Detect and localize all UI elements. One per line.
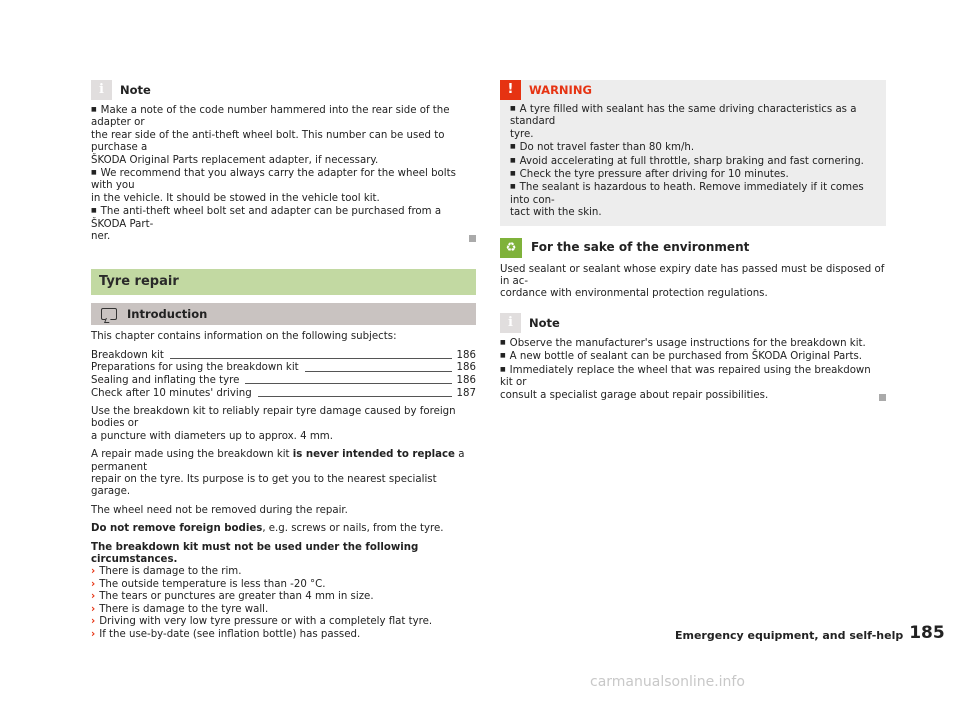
paragraph [91, 406, 476, 443]
info-icon: i [500, 313, 521, 333]
bullet-icon [510, 104, 520, 115]
warning-line: tact with the skin. [510, 207, 602, 219]
bullet-icon [91, 105, 101, 116]
list-item-text: If the use-by-date (see inflation bottle) has passed. [99, 628, 361, 640]
section-heading [91, 303, 476, 325]
emphasis-text: Do not remove foreign bodies [91, 523, 263, 535]
toc-page: 186 [456, 375, 476, 387]
warning-line: A tyre filled with sealant has the same driving characteristics as a standard [510, 104, 857, 128]
paragraph [91, 449, 476, 499]
note-line: Immediately replace the wheel that was repaired using the breakdown kit or [500, 364, 871, 389]
warning-title: WARNING [529, 82, 592, 97]
warning-line: Avoid accelerating at full throttle, sharp braking and fast cornering. [519, 155, 864, 167]
bullet-icon [510, 142, 520, 153]
bullet-icon [91, 168, 101, 179]
intro-text: This chapter contains information on the following subjects: [91, 331, 397, 343]
paragraph: The wheel need not be removed during the repair. [91, 504, 348, 516]
toc-label: Breakdown kit [91, 349, 164, 361]
text-line: Used sealant or sealant whose expiry date has passed must be disposed of in ac- [500, 263, 885, 288]
list-item-text: There is damage to the tyre wall. [99, 603, 269, 615]
warning-line: Check the tyre pressure after driving for 10 minutes. [519, 169, 789, 181]
table-of-contents [91, 350, 476, 400]
note-line: A new bottle of sealant can be purchased from ŠKODA Original Parts. [509, 351, 863, 363]
list-item-text: Driving with very low tyre pressure or with a completely flat tyre. [99, 616, 433, 628]
environment-body [500, 264, 886, 301]
comment-icon [101, 308, 117, 320]
section-title: Introduction [127, 307, 208, 322]
text-run: a permanent [91, 449, 465, 473]
toc-page: 187 [456, 387, 476, 399]
warning-line: Do not travel faster than 80 km/h. [519, 142, 695, 154]
warning-icon: ! [500, 80, 521, 100]
list-item [91, 579, 476, 591]
end-marker-icon [879, 394, 886, 401]
toc-label: Sealing and inflating the tyre [91, 375, 240, 387]
recycle-icon: ♻ [500, 238, 522, 258]
bullet-icon [510, 182, 520, 193]
chevron-right-icon: › [91, 616, 96, 628]
warning-line: tyre. [510, 128, 534, 140]
chevron-right-icon: › [91, 628, 96, 640]
chapter-title: Tyre repair [99, 274, 179, 290]
note2-body [500, 333, 886, 402]
text-line: repair on the tyre. Its purpose is to get you to the nearest specialist garage. [91, 474, 437, 498]
note-line: in the vehicle. It should be stowed in the vehicle tool kit. [91, 192, 380, 204]
toc-leader [170, 358, 452, 359]
note-body [91, 100, 476, 243]
chevron-right-icon: › [91, 603, 96, 615]
note2-header [500, 313, 886, 333]
list-item-text: There is damage to the rim. [99, 566, 242, 578]
chevron-right-icon: › [91, 578, 96, 590]
toc-leader [245, 383, 451, 384]
text-line: a puncture with diameters up to approx. 4 mm. [91, 430, 333, 442]
note-line: Make a note of the code number hammered into the rear side of the adapter or [91, 105, 450, 129]
bullet-icon [91, 206, 101, 217]
environment-title: For the sake of the environment [531, 240, 750, 255]
toc-page: 186 [456, 362, 476, 374]
list-item [91, 629, 476, 641]
note-line: The anti-theft wheel bolt set and adapter can be purchased from a ŠKODA Part- [91, 206, 442, 230]
end-marker-icon [469, 235, 476, 242]
text-line: cordance with environmental protection regulations. [500, 288, 768, 300]
list-item-text: The outside temperature is less than -20 °C. [99, 578, 326, 590]
note2-title: Note [529, 315, 560, 330]
bullet-icon [500, 338, 510, 349]
bullet-icon [510, 156, 520, 167]
toc-leader [258, 396, 452, 397]
page-number: 185 [909, 623, 945, 643]
left-column [91, 80, 476, 641]
chevron-right-icon: › [91, 591, 96, 603]
warning-line: The sealant is hazardous to heath. Remove immediately if it comes into con- [510, 182, 864, 206]
note-header [91, 80, 476, 100]
note-line: the rear side of the anti-theft wheel bolt. This number can be used to purchase a [91, 129, 445, 154]
warning-box [500, 80, 886, 226]
toc-entry[interactable] [91, 350, 476, 362]
toc-page: 186 [456, 349, 476, 361]
note-box [91, 80, 476, 243]
bullet-icon [510, 169, 520, 180]
page-footer [675, 625, 945, 642]
note-line: ŠKODA Original Parts replacement adapter, if necessary. [91, 154, 379, 166]
footer-label: Emergency equipment, and self-help [675, 628, 904, 642]
conditions-block [91, 542, 476, 641]
toc-label: Check after 10 minutes' driving [91, 387, 252, 399]
bullet-icon [500, 351, 510, 362]
info-icon: i [91, 80, 112, 100]
emphasis-text: is never intended to replace [292, 449, 455, 461]
list-item [91, 604, 476, 616]
note-line: ner. [91, 231, 111, 243]
text-line: Use the breakdown kit to reliably repair tyre damage caused by foreign bodies or [91, 406, 456, 430]
toc-label: Preparations for using the breakdown kit [91, 362, 299, 374]
text-run: , e.g. screws or nails, from the tyre. [262, 523, 444, 535]
toc-leader [305, 371, 452, 372]
chapter-heading [91, 269, 476, 295]
chevron-right-icon: › [91, 566, 96, 578]
toc-entry[interactable] [91, 362, 476, 374]
environment-header [500, 238, 886, 258]
list-item [91, 591, 476, 603]
note-title: Note [120, 82, 151, 97]
text-run: A repair made using the breakdown kit [91, 449, 293, 461]
toc-entry[interactable] [91, 388, 476, 400]
list-item [91, 616, 476, 628]
paragraph [91, 523, 476, 535]
note-line: Observe the manufacturer's usage instructions for the breakdown kit. [509, 337, 866, 349]
emphasis-text: The breakdown kit must not be used under the following circumstances. [91, 541, 419, 566]
list-item-text: The tears or punctures are greater than 4 mm in size. [99, 591, 374, 603]
right-column [500, 80, 886, 402]
warning-header [500, 80, 886, 100]
toc-entry[interactable] [91, 375, 476, 387]
list-item [91, 566, 476, 578]
note-line: We recommend that you always carry the adapter for the wheel bolts with you [91, 168, 456, 192]
warning-body [500, 100, 886, 226]
note-line: consult a specialist garage about repair possibilities. [500, 389, 769, 401]
bullet-icon [500, 365, 510, 376]
watermark: carmanualsonline.info [590, 674, 745, 690]
